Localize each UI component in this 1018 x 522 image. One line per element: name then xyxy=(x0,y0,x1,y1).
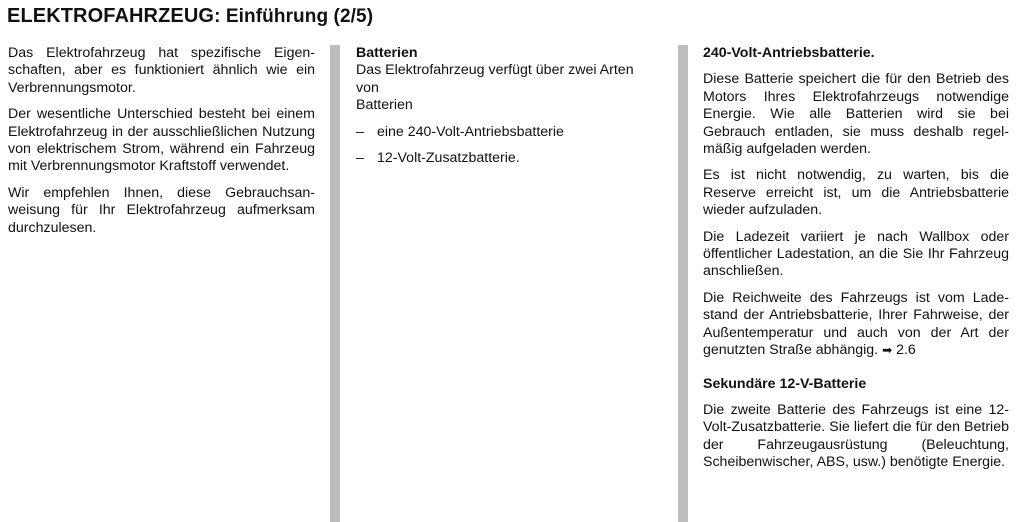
page-reference[interactable]: 2.6 xyxy=(896,342,916,359)
drive-battery-paragraph: Diese Batterie speichert die für den Betrieb des Motors Ihres Elektrofahrzeugs notwendige Energie. Wie alle Batterien wird sie bei Gebrauch entladen, sie muss deshalb regelmäßig aufgeladen werden. xyxy=(703,71,1009,158)
list-dash: – xyxy=(356,123,364,140)
page-title-main: ELEKTROFAHRZEUG xyxy=(7,5,215,27)
secondary-battery-heading: Sekundäre 12-V-Batterie xyxy=(703,375,867,392)
drive-battery-column xyxy=(703,45,1009,481)
batteries-intro-line: von xyxy=(356,79,379,96)
batteries-column xyxy=(356,45,666,176)
list-item-text: 12-Volt-Zusatzbatterie. xyxy=(377,150,520,167)
batteries-intro xyxy=(356,62,666,114)
column-divider xyxy=(330,45,340,522)
column-divider xyxy=(678,45,688,522)
batteries-intro-line: Batterien xyxy=(356,97,413,114)
drive-battery-paragraph: Die Ladezeit variiert je nach Wallbox oder öffentlicher Ladestation, an die Sie Ihr Fahrzeug anschließen. xyxy=(703,228,1009,280)
arrow-right-icon: ➡ xyxy=(882,343,893,358)
drive-battery-heading: 240-Volt-Antriebsbatterie. xyxy=(703,45,875,61)
range-paragraph xyxy=(703,290,1009,360)
battery-list xyxy=(356,124,666,168)
range-text: Die Reichweite des Fahrzeugs ist vom Ladestand der Antriebsbatterie, Ihrer Fahrweise, der Außentemperatur und auch von der Art der genutzten Straße abhängig. xyxy=(703,289,1009,359)
intro-paragraph: Der wesentliche Unterschied besteht bei einem Elektrofahrzeug in der ausschließlichen Nutzung von elektrischem Strom, während ein Fahrzeug mit Verbrennungsmotor Kraftstoff verwendet. xyxy=(8,106,315,175)
batteries-intro-line: Das Elektrofahrzeug verfügt über zwei Arten xyxy=(356,62,634,79)
list-item xyxy=(356,150,666,167)
list-item xyxy=(356,124,666,141)
intro-paragraph: Das Elektrofahrzeug hat spezifische Eigenschaften, aber es funktioniert ähnlich wie ein Verbrennungsmotor. xyxy=(8,45,315,96)
page-title-sub: : Einführung (2/5) xyxy=(214,6,374,27)
batteries-heading: Batterien xyxy=(356,45,418,61)
intro-paragraph: Wir empfehlen Ihnen, diese Gebrauchsanweisung für Ihr Elektrofahrzeug aufmerksam durchzulesen. xyxy=(8,184,315,236)
list-item-text: eine 240-Volt-Antriebsbatterie xyxy=(377,123,564,140)
page-title xyxy=(7,5,373,28)
list-dash: – xyxy=(356,150,364,167)
secondary-battery-paragraph: Die zweite Batterie des Fahrzeugs ist eine 12-Volt-Zusatzbatterie. Sie liefert die für den Betrieb der Fahrzeugausrüstung (Beleuchtung, Scheibenwischer, ABS, usw.) benötigte Energie. xyxy=(703,401,1009,471)
drive-battery-paragraph: Es ist nicht notwendig, zu warten, bis die Reserve erreicht ist, um die Antriebsbatterie wieder aufzuladen. xyxy=(703,167,1009,219)
intro-column xyxy=(8,45,315,246)
